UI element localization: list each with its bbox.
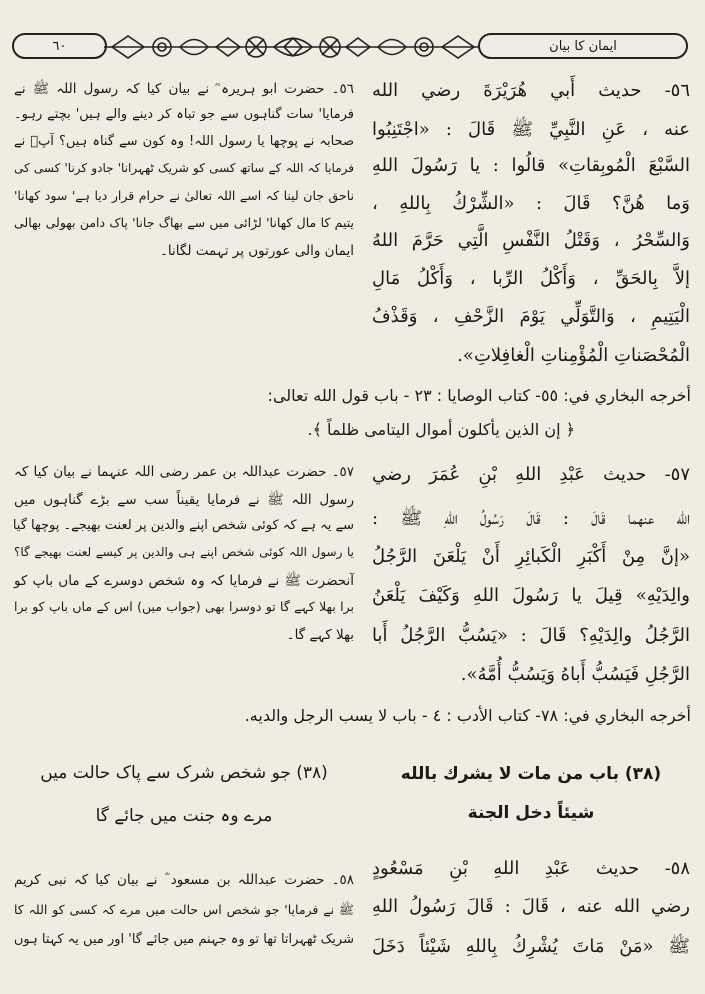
urdu-line: فرمایا' سات گناہوں سے جو تباہ کر دینے والے ہیں' بچتے رہو۔ <box>14 107 354 122</box>
urdu-line: سے یہ ہے کہ کوئی شخص اپنے والدین پر لعنت بھیجے۔ پوچھا گیا <box>12 518 354 533</box>
urdu-line: ٥٨۔ حضرت عبداللہ بن مسعود ؓ نے بیان کیا کہ نبی کریم <box>14 872 354 888</box>
arabic-line: الرَّجُلِ فَيَسُبُّ أَباهُ وَيَسُبُّ أُمَّهُ». <box>460 664 690 685</box>
arabic-line: ﷺ «مَنْ مَاتَ يُشْرِكُ بِاللهِ شَيْئاً دَخَلَ <box>372 936 690 957</box>
arabic-line: ٥٨- حديث عَبْدِ اللهِ بْنِ مَسْعُودٍ <box>372 858 690 879</box>
arabic-line: وَالسِّحْرُ ، وَقَتْلُ النَّفْسِ الَّتِي حَرَّمَ اللهُ <box>372 230 690 251</box>
urdu-line: ناحق جان لینا کہ اسے اللہ تعالیٰ نے حرام قرار دیا ہے' سود کھانا' <box>14 188 354 203</box>
chapter-heading-line: مرے وہ جنت میں جائے گا <box>95 806 273 826</box>
urdu-line: شریک ٹھہراتا تھا تو وہ جہنم میں جائے گا' اور میں یہ کہتا ہوں <box>13 932 354 947</box>
urdu-line: صحابہ نے پوچھا یا رسول اللہ! وہ کون سے گناہ ہیں؟ آپؐ نے <box>14 134 354 149</box>
header-ornament-icon <box>104 30 482 64</box>
arabic-line: الله عنهما قَالَ : قَالَ رَسُولُ اللهِ ﷺ : <box>372 508 690 529</box>
arabic-line: «إنَّ مِنْ أَكْبَرِ الْكَبائِرِ أَنْ يَلْعَنَ الرَّجُلُ <box>372 546 690 567</box>
urdu-line: رسول اللہ ﷺ نے فرمایا یقیناً سب سے بڑے گناہوں میں <box>14 492 354 508</box>
chapter-heading-line: (٣٨) باب من مات لا يشرك بالله <box>400 764 662 784</box>
chapter-title: ایمان کا بیان <box>478 33 688 59</box>
source-line: ﴿ إن الذين يأكلون أموال اليتامى ظلماً ﴾. <box>307 420 575 439</box>
chapter-heading-line: (٣٨) جو شخص شرک سے پاک حالت میں <box>40 763 328 783</box>
urdu-line: ﷺ نے فرمایا' جو شخص اس حالت میں مرے کہ کسی کو اللہ کا <box>14 902 354 917</box>
urdu-line: فرمایا کہ اللہ کے ساتھ کسی کو شریک ٹھہرانا' جادو کرنا' کسی کی <box>14 161 354 175</box>
urdu-line: یا رسول اللہ کوئی شخص اپنے ہی والدین پر کیسے لعنت بھیجے گا؟ <box>14 545 354 559</box>
page-header <box>0 0 705 75</box>
arabic-line: الْيَتِيمِ ، وَالتَّوَلِّي يَوْمَ الزَّحْفِ ، وَقَذْفُ <box>372 306 690 327</box>
arabic-line: إلاَّ بِالحَقِّ ، وَأَكْلُ الرِّبا ، وَأَكْلُ مَالِ <box>372 268 690 289</box>
arabic-line: الرَّجُلُ والِدَيْهِ؟ قَالَ : «يَسُبُّ الرَّجُلُ أَبا <box>372 625 690 646</box>
page-number: ٦٠ <box>12 33 107 59</box>
urdu-line: بھلا کہے گا۔ <box>286 627 354 643</box>
arabic-line: الْمُحْصَناتِ الْمُؤْمِناتِ الْغافِلاتِ». <box>457 345 690 366</box>
chapter-heading-line: شيئاً دخل الجنة <box>467 803 595 823</box>
arabic-line: عنه ، عَنِ النَّبِيِّ ﷺ قَالَ : «اجْتَنِبُوا <box>372 119 690 140</box>
arabic-line: رضي الله عنه ، قَالَ : قَالَ رَسُولُ اللهِ <box>372 896 690 917</box>
urdu-line: ٥٧۔ حضرت عبداللہ بن عمر رضی اللہ عنہما نے بیان کیا کہ <box>14 464 354 480</box>
urdu-line: ٥٦۔ حضرت ابو ہریرہ ؓ نے بیان کیا کہ رسول اللہ ﷺ نے <box>14 81 354 97</box>
arabic-line: وَما هُنَّ؟ قَالَ : «الشِّرْكُ بِاللهِ ، <box>372 193 690 214</box>
arabic-line: والِدَيْهِ» قِيلَ يا رَسُولَ اللهِ وَكَيْفَ يَلْعَنُ <box>372 585 690 606</box>
arabic-line: ٥٦- حديث أَبي هُرَيْرَةَ رضي الله <box>372 80 690 101</box>
urdu-line: یتیم کا مال کھانا' لڑائی میں سے بھاگ جانا' پاک دامن بھولی بھالی <box>14 215 354 230</box>
hadith-57-source: أخرجه البخاري في: ٧٨- كتاب الأدب : ٤ - باب لا يسب الرجل والديه. <box>244 706 691 725</box>
urdu-line: برا بھلا کہے گا تو دوسرا بھی (جواب میں) اس کے ماں باپ کو برا <box>14 599 354 614</box>
source-line: أخرجه البخاري في: ٥٥- كتاب الوصايا : ٢٣ - باب قول الله تعالى: <box>267 386 691 405</box>
urdu-line: ایمان والی عورتوں پر تہمت لگانا۔ <box>159 243 354 259</box>
urdu-line: آنحضرت ﷺ نے فرمایا کہ وہ شخص دوسرے کے ماں باپ کو <box>14 573 354 589</box>
arabic-line: السَّبْعَ الْمُوبِقاتِ» قالُوا : يا رَسُولَ اللهِ <box>372 155 690 176</box>
arabic-line: ٥٧- حديث عَبْدِ اللهِ بْنِ عُمَرَ رضي <box>372 464 690 485</box>
